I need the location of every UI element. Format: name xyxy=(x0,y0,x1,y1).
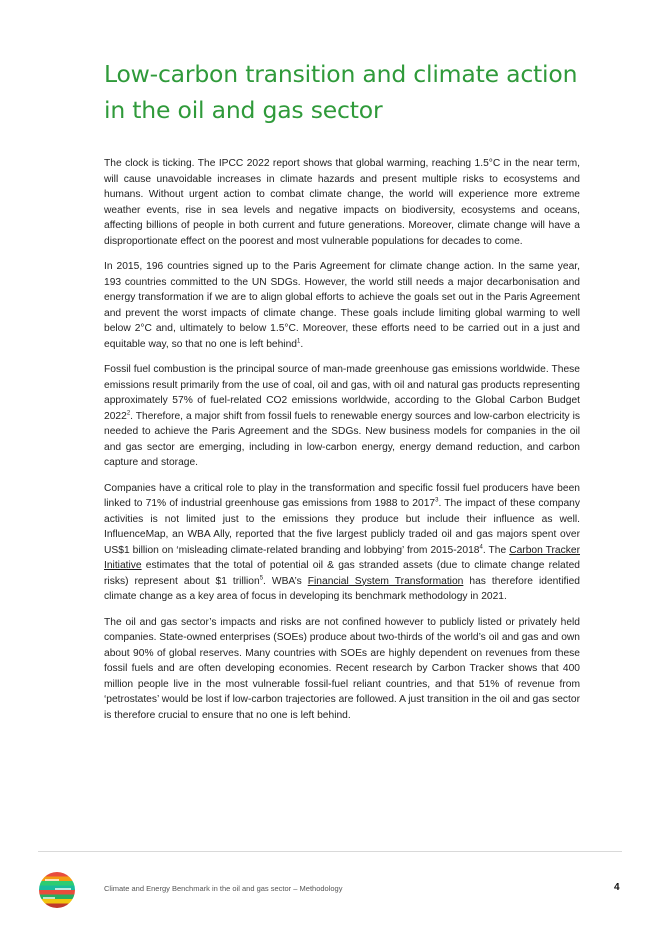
page-number: 4 xyxy=(614,882,620,893)
paragraph-2-text: In 2015, 196 countries signed up to the Paris Agreement for climate change action. In the same year, 193 countries committed to the UN SDGs. However, the world still needs a major decarbonisation and energy transformation if we are to align global efforts to achieve the goals set out in the Paris Agreement and prevent the worst impacts of climate change. These goals include limiting global warming to well below 2°C and, ultimately to below 1.5°C. Moreover, these efforts need to be carried out in a just and equitable way, so that no one is left behind xyxy=(104,261,580,350)
paragraph-4-text-f: has therefore identified climate change as a key area of focus in developing its benchmark methodology in 2021. xyxy=(104,575,581,602)
footnote-ref-5[interactable]: 5 xyxy=(259,575,264,582)
footer-document-title: Climate and Energy Benchmark in the oil and gas sector – Methodology xyxy=(104,884,343,893)
paragraph-2-end: . xyxy=(300,338,304,350)
paragraph-4-text-d: estimates that the total of potential oil & gas stranded assets (due to climate change related risks) represent about $1 trillion xyxy=(104,560,580,587)
paragraph-4-text-e: . WBA’s xyxy=(263,575,308,587)
paragraph-4-text-b: . The impact of these company activities is not limited just to the emissions they produce but include their influence as well. InfluenceMap, an WBA Ally, reported that the five largest publicly traded oil and gas majors spent over US$1 billion on ‘misleading climate-related branding and lobbying’ from 2015-2018 xyxy=(104,498,580,556)
body-text xyxy=(104,156,580,733)
paragraph-2 xyxy=(104,259,580,352)
paragraph-1 xyxy=(104,156,580,249)
footnote-ref-2[interactable]: 2 xyxy=(126,410,131,417)
paragraph-3 xyxy=(104,362,580,471)
wba-striped-globe-icon xyxy=(37,870,77,910)
financial-system-transformation-link[interactable]: Financial System Transformation xyxy=(307,575,464,587)
footnote-ref-4[interactable]: 4 xyxy=(479,544,483,551)
footnote-ref-1[interactable]: 1 xyxy=(296,338,301,345)
footnote-ref-3[interactable]: 3 xyxy=(435,497,439,504)
paragraph-3-text-a: Fossil fuel combustion is the principal source of man-made greenhouse gas emissions worldwide. These emissions result primarily from the use of coal, oil and gas, with oil and natural gas products representing approximately 57% of fuel-related CO2 emissions worldwide, according to the Global Carbon Budget 2022 xyxy=(104,364,580,422)
paragraph-1-text: The clock is ticking. The IPCC 2022 report shows that global warming, reaching 1.5°C in the near term, will cause unavoidable increases in climate hazards and present multiple risks to ecosystems and humans. Without urgent action to combat climate change, the world will experience more extreme weather events, rise in sea levels and negative impacts on biodiversity, ecosystems and oceans, affecting billions of people in both current and future generations. Moreover, climate change will have a disproportionate effect on the poorest and most vulnerable populations for decades to come. xyxy=(104,158,580,247)
footer-divider xyxy=(38,851,622,852)
paragraph-5 xyxy=(104,615,580,724)
paragraph-4-text-a: Companies have a critical role to play in the transformation and specific fossil fuel producers have been linked to 71% of industrial greenhouse gas emissions from 1988 to 2017 xyxy=(104,482,580,509)
paragraph-3-text-b: . Therefore, a major shift from fossil fuels to renewable energy sources and low-carbon electricity is needed to achieve the Paris Agreement and the SDGs. New business models for companies in the oil and gas sector are emerging, including in low-carbon energy, energy demand reduction, and carbon capture and storage. xyxy=(104,410,580,468)
paragraph-4-text-c: . The xyxy=(482,544,510,556)
paragraph-4 xyxy=(104,481,580,605)
carbon-tracker-link[interactable]: Carbon Tracker Initiative xyxy=(104,544,580,571)
paragraph-5-text: The oil and gas sector’s impacts and risks are not confined however to publicly listed or privately held companies. State-owned enterprises (SOEs) produce about two-thirds of the world’s oil and gas and own about 90% of global reserves. Many countries with SOEs are highly dependent on revenues from these fossil fuels and are often developing economies. Recent research by Carbon Tracker shows that 400 million people live in the most vulnerable fossil-fuel reliant countries, and that 51% of revenue from ‘petrostates’ would be lost if low-carbon trajectories are followed. A just transition in the oil and gas sector is therefore crucial to ensure that no one is left behind. xyxy=(104,616,580,721)
page-title: Low-carbon transition and climate action in the oil and gas sector xyxy=(104,60,578,124)
